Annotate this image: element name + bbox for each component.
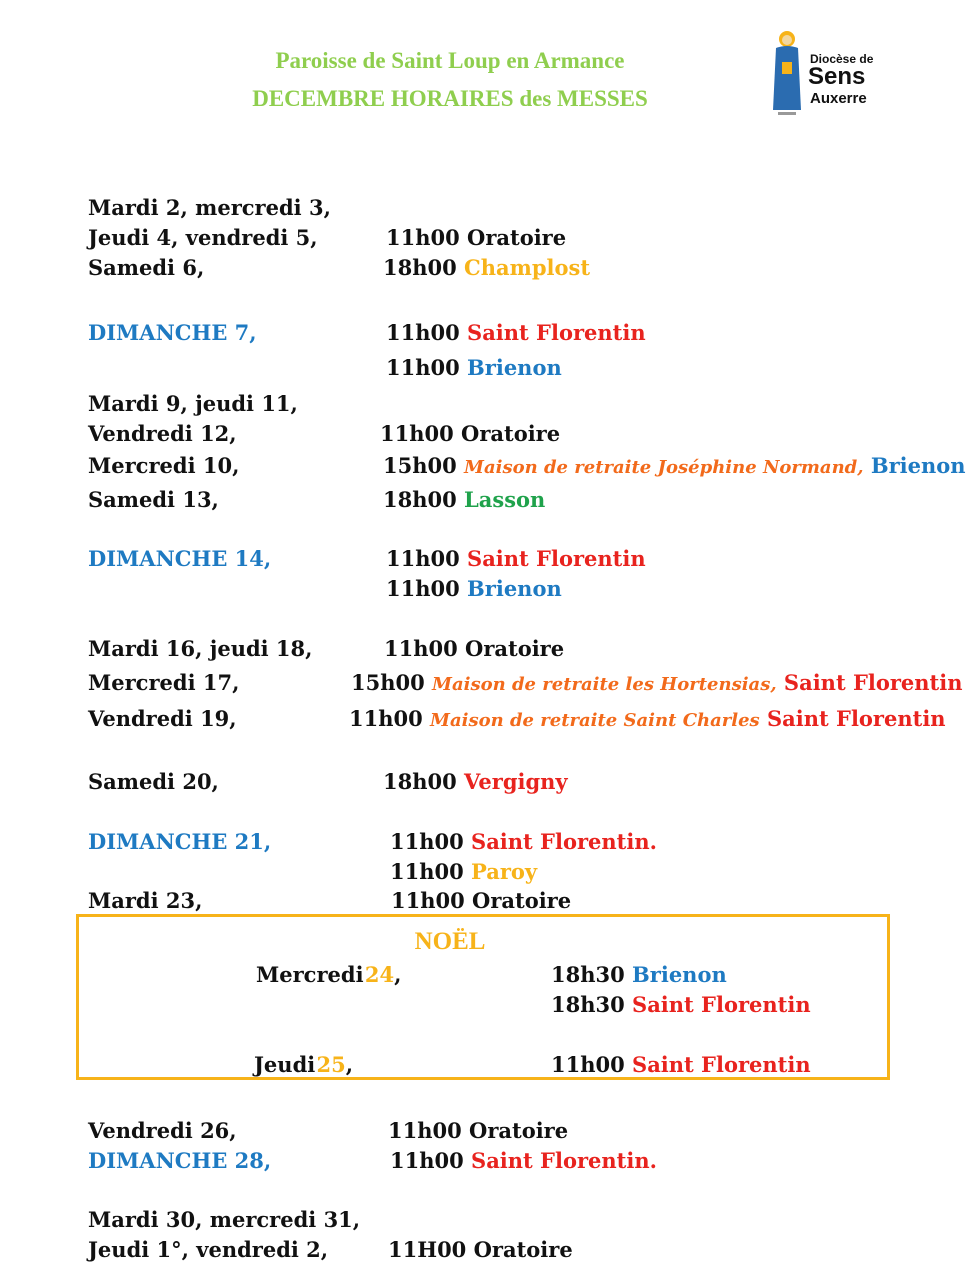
mass-place: Saint Florentin bbox=[632, 992, 811, 1017]
mass-time: 15h00 bbox=[383, 453, 457, 478]
mass-entry bbox=[388, 1237, 573, 1263]
day-label: Mardi 16, jeudi 18, bbox=[88, 636, 313, 661]
mass-time: 11h00 bbox=[551, 1052, 625, 1077]
mass-time: 11h00 bbox=[349, 706, 423, 731]
mass-venue: Maison de retraite Joséphine Normand, bbox=[464, 457, 864, 478]
parish-title: Paroisse de Saint Loup en Armance bbox=[275, 48, 625, 73]
day-label: Mardi 9, jeudi 11, bbox=[88, 391, 298, 416]
mass-place: Saint Florentin bbox=[467, 546, 646, 571]
mass-time: 15h00 bbox=[351, 670, 425, 695]
sunday-label: DIMANCHE 14, bbox=[88, 546, 272, 571]
mass-place: Oratoire bbox=[461, 421, 561, 446]
mass-place: Brienon bbox=[870, 453, 966, 478]
diocese-logo bbox=[770, 30, 875, 115]
mass-entry bbox=[349, 706, 946, 734]
mass-place: Oratoire bbox=[467, 225, 567, 250]
noel-day-prefix: Mercredi bbox=[256, 962, 364, 987]
day-label: Mercredi 17, bbox=[88, 670, 240, 695]
page-title: DECEMBRE HORAIRES des MESSES bbox=[252, 86, 648, 111]
sunday-label: DIMANCHE 28, bbox=[88, 1148, 272, 1173]
mass-entry bbox=[386, 576, 562, 602]
mass-place: Oratoire bbox=[469, 1118, 569, 1143]
logo-text-diocese: Diocèse de bbox=[810, 52, 874, 66]
mass-time: 18h00 bbox=[383, 769, 457, 794]
mass-time: 11h00 bbox=[391, 888, 465, 913]
day-label: Samedi 20, bbox=[88, 769, 219, 794]
mass-time: 11h00 bbox=[386, 225, 460, 250]
mass-place: Oratoire bbox=[473, 1237, 573, 1262]
mass-entry bbox=[386, 225, 566, 251]
sunday-label: DIMANCHE 21, bbox=[88, 829, 272, 854]
mass-entry bbox=[386, 355, 562, 381]
mass-time: 11H00 bbox=[388, 1237, 467, 1262]
mass-time: 11h00 bbox=[390, 829, 464, 854]
mass-place: Vergigny bbox=[464, 769, 568, 794]
mass-venue: Maison de retraite Saint Charles bbox=[430, 710, 760, 731]
mass-time: 11h00 bbox=[386, 320, 460, 345]
mass-place: Champlost bbox=[464, 255, 591, 280]
mass-place: Oratoire bbox=[472, 888, 572, 913]
noel-day-suffix: , bbox=[345, 1052, 354, 1077]
day-label: Jeudi 4, vendredi 5, bbox=[88, 225, 318, 250]
noel-title: NOËL bbox=[414, 928, 486, 955]
mass-time: 11h00 bbox=[386, 546, 460, 571]
mass-venue: Maison de retraite les Hortensias, bbox=[432, 674, 777, 695]
mass-place: Saint Florentin bbox=[783, 670, 963, 695]
mass-time: 18h30 bbox=[551, 962, 625, 987]
mass-entry bbox=[551, 1052, 811, 1078]
noel-day-number: 24 bbox=[364, 962, 395, 987]
saint-figure-icon bbox=[770, 30, 804, 115]
mass-entry bbox=[351, 670, 962, 698]
mass-entry bbox=[383, 255, 590, 281]
day-label: Mercredi 10, bbox=[88, 453, 240, 478]
mass-place: Brienon bbox=[632, 962, 727, 987]
mass-entry bbox=[383, 487, 545, 513]
day-label: Vendredi 12, bbox=[88, 421, 237, 446]
mass-place: Paroy bbox=[471, 859, 538, 884]
noel-day-suffix: , bbox=[394, 962, 402, 987]
noel-day-label bbox=[256, 962, 401, 988]
day-label: Mardi 23, bbox=[88, 888, 203, 913]
mass-entry bbox=[390, 1148, 657, 1174]
mass-entry bbox=[388, 1118, 568, 1144]
day-label: Vendredi 26, bbox=[88, 1118, 237, 1143]
mass-place: Oratoire bbox=[465, 636, 565, 661]
mass-entry bbox=[390, 859, 537, 885]
mass-time: 11h00 bbox=[384, 636, 458, 661]
day-label: Vendredi 19, bbox=[88, 706, 237, 731]
mass-entry bbox=[383, 769, 568, 795]
mass-place: Brienon bbox=[467, 355, 562, 380]
mass-entry bbox=[551, 962, 727, 988]
mass-time: 11h00 bbox=[390, 1148, 464, 1173]
mass-entry bbox=[384, 636, 564, 662]
mass-place: Lasson bbox=[464, 487, 546, 512]
mass-entry bbox=[386, 320, 646, 346]
logo-text-auxerre: Auxerre bbox=[810, 90, 867, 107]
mass-time: 18h00 bbox=[383, 255, 457, 280]
mass-time: 11h00 bbox=[386, 355, 460, 380]
noel-day-number: 25 bbox=[316, 1052, 346, 1077]
mass-entry bbox=[386, 546, 646, 572]
mass-time: 18h30 bbox=[551, 992, 625, 1017]
day-label: Samedi 6, bbox=[88, 255, 205, 280]
mass-place: Brienon bbox=[467, 576, 562, 601]
day-label: Mardi 30, mercredi 31, bbox=[88, 1207, 361, 1232]
mass-time: 18h00 bbox=[383, 487, 457, 512]
mass-entry bbox=[380, 421, 560, 447]
mass-entry bbox=[390, 829, 657, 855]
mass-time: 11h00 bbox=[388, 1118, 462, 1143]
mass-entry bbox=[391, 888, 571, 914]
noel-day-label bbox=[254, 1052, 353, 1078]
mass-place: Saint Florentin bbox=[767, 706, 946, 731]
day-label: Jeudi 1°, vendredi 2, bbox=[88, 1237, 329, 1262]
day-label: Mardi 2, mercredi 3, bbox=[88, 195, 331, 220]
mass-entry bbox=[551, 992, 811, 1018]
mass-entry bbox=[383, 453, 966, 481]
sunday-label: DIMANCHE 7, bbox=[88, 320, 257, 345]
mass-time: 11h00 bbox=[390, 859, 464, 884]
mass-place: Saint Florentin bbox=[632, 1052, 811, 1077]
day-label: Samedi 13, bbox=[88, 487, 219, 512]
mass-place: Saint Florentin. bbox=[471, 829, 657, 854]
mass-place: Saint Florentin bbox=[467, 320, 646, 345]
noel-day-prefix: Jeudi bbox=[254, 1052, 316, 1077]
mass-time: 11h00 bbox=[386, 576, 460, 601]
logo-text-sens: Sens bbox=[808, 63, 866, 90]
mass-time: 11h00 bbox=[380, 421, 454, 446]
mass-place: Saint Florentin. bbox=[471, 1148, 657, 1173]
